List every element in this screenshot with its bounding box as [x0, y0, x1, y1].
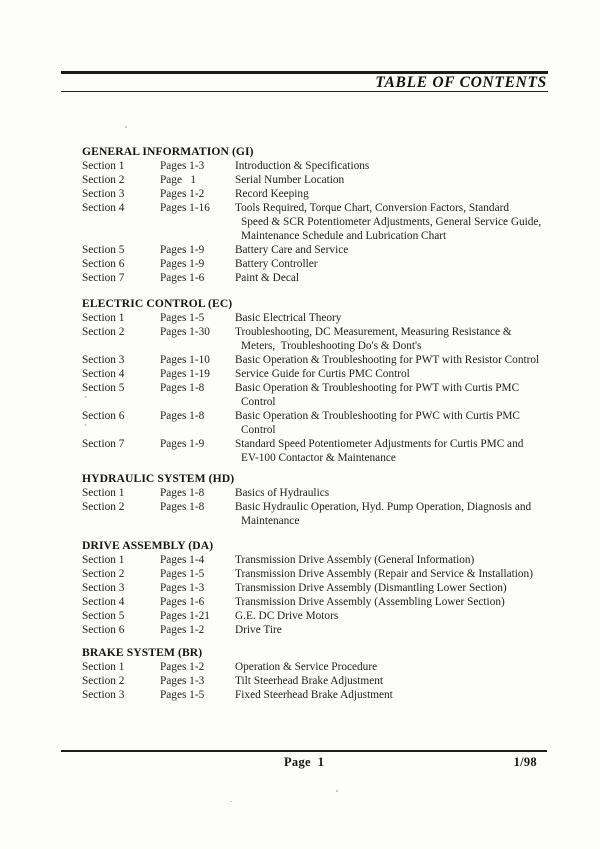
- toc-section-label: Section 2: [82, 174, 125, 186]
- toc-row: [82, 367, 552, 381]
- toc-section-label: Section 5: [82, 244, 125, 256]
- toc-group: [82, 539, 552, 637]
- toc-pages-label: Pages 1-5: [160, 312, 205, 324]
- toc-description: [235, 609, 552, 623]
- toc-description-line: Operation & Service Procedure: [235, 661, 378, 673]
- toc-section-label: Section 2: [82, 568, 125, 580]
- toc-description-line: Control: [241, 424, 276, 436]
- toc-section-label: Section 1: [82, 661, 125, 673]
- toc-group: [82, 297, 552, 465]
- toc-description-line: Service Guide for Curtis PMC Control: [235, 368, 410, 380]
- toc-section-label: Section 3: [82, 188, 125, 200]
- toc-description: [235, 623, 552, 637]
- toc-description: [235, 201, 552, 243]
- toc-pages-label: Pages 1-6: [160, 596, 205, 608]
- toc-description-line: Speed & SCR Potentiometer Adjustments, General Service Guide,: [241, 216, 542, 228]
- toc-section-label: Section 7: [82, 438, 125, 450]
- toc-row: [82, 581, 552, 595]
- toc-description-line: Transmission Drive Assembly (Dismantling Lower Section): [235, 582, 507, 594]
- toc-group: [82, 145, 552, 285]
- toc-group-heading: HYDRAULIC SYSTEM (HD): [82, 472, 235, 485]
- toc-description-line: Maintenance: [241, 515, 300, 527]
- page-header: [61, 71, 548, 92]
- toc-description: [235, 688, 552, 702]
- toc-description: [235, 353, 552, 367]
- toc-row: [82, 381, 552, 409]
- toc-row: [82, 201, 552, 243]
- toc-pages-label: Pages 1-8: [160, 487, 205, 499]
- toc-row: [82, 409, 552, 437]
- toc-row: [82, 486, 552, 500]
- toc-pages-label: Pages 1-5: [160, 689, 205, 701]
- toc-description-line: EV-100 Contactor & Maintenance: [241, 452, 396, 464]
- toc-pages-label: Pages 1-30: [160, 326, 210, 338]
- toc-section-label: Section 2: [82, 675, 125, 687]
- toc-content: [82, 145, 552, 714]
- toc-row: [82, 271, 552, 285]
- toc-pages-label: Pages 1-9: [160, 438, 205, 450]
- toc-section-label: Section 2: [82, 326, 125, 338]
- toc-description-line: Transmission Drive Assembly (General Information): [235, 554, 475, 566]
- toc-section-label: Section 2: [82, 501, 125, 513]
- toc-group: [82, 646, 552, 702]
- toc-description-line: Transmission Drive Assembly (Repair and Service & Installation): [235, 568, 533, 580]
- toc-description: [235, 595, 552, 609]
- toc-description-line: Meters, Troubleshooting Do's & Dont's: [241, 340, 422, 352]
- toc-description: [235, 553, 552, 567]
- toc-section-label: Section 3: [82, 582, 125, 594]
- toc-row: [82, 567, 552, 581]
- toc-row: [82, 674, 552, 688]
- toc-description-line: Basic Hydraulic Operation, Hyd. Pump Operation, Diagnosis and: [235, 501, 532, 513]
- toc-section-label: Section 1: [82, 160, 125, 172]
- toc-description: [235, 567, 552, 581]
- toc-description: [235, 437, 552, 465]
- toc-row: [82, 688, 552, 702]
- toc-section-label: Section 6: [82, 624, 125, 636]
- footer-page-number: Page 1: [284, 754, 325, 769]
- toc-description-line: Standard Speed Potentiometer Adjustments for Curtis PMC and: [235, 438, 524, 450]
- toc-row: [82, 243, 552, 257]
- toc-section-label: Section 4: [82, 368, 125, 380]
- toc-description-line: Battery Care and Service: [235, 244, 349, 256]
- toc-description: [235, 173, 552, 187]
- toc-description-line: Serial Number Location: [235, 174, 345, 186]
- toc-pages-label: Pages 1-2: [160, 188, 205, 200]
- toc-pages-label: Pages 1-9: [160, 244, 205, 256]
- toc-row: [82, 609, 552, 623]
- toc-row: [82, 500, 552, 528]
- toc-group: [82, 472, 552, 528]
- toc-row: [82, 553, 552, 567]
- toc-section-label: Section 7: [82, 272, 125, 284]
- toc-pages-label: Pages 1-19: [160, 368, 210, 380]
- toc-description-line: Basic Operation & Troubleshooting for PWT with Curtis PMC: [235, 382, 520, 394]
- toc-row: [82, 159, 552, 173]
- toc-pages-label: Pages 1-8: [160, 410, 205, 422]
- toc-section-label: Section 3: [82, 689, 125, 701]
- toc-section-label: Section 1: [82, 554, 125, 566]
- toc-section-label: Section 6: [82, 258, 125, 270]
- toc-description: [235, 311, 552, 325]
- toc-pages-label: Pages 1-6: [160, 272, 205, 284]
- toc-section-label: Section 4: [82, 596, 125, 608]
- page-footer: [61, 750, 547, 773]
- toc-description-line: Troubleshooting, DC Measurement, Measuring Resistance &: [235, 326, 512, 338]
- toc-description: [235, 243, 552, 257]
- toc-description: [235, 500, 552, 528]
- toc-pages-label: Pages 1-2: [160, 661, 205, 673]
- toc-description: [235, 486, 552, 500]
- toc-description-line: Introduction & Specifications: [235, 160, 370, 172]
- footer-row: [61, 755, 547, 773]
- toc-description-line: Basic Electrical Theory: [235, 312, 342, 324]
- toc-row: [82, 187, 552, 201]
- scan-speck: [230, 801, 232, 802]
- toc-section-label: Section 1: [82, 312, 125, 324]
- toc-description: [235, 409, 552, 437]
- toc-description-line: Fixed Steerhead Brake Adjustment: [235, 689, 393, 701]
- toc-pages-label: Pages 1-4: [160, 554, 205, 566]
- toc-description: [235, 381, 552, 409]
- toc-pages-label: Pages 1-8: [160, 382, 205, 394]
- toc-description: [235, 257, 552, 271]
- toc-description-line: Maintenance Schedule and Lubrication Chart: [241, 230, 447, 242]
- scan-speck: [336, 790, 338, 792]
- toc-row: [82, 595, 552, 609]
- toc-pages-label: Pages 1-3: [160, 160, 205, 172]
- toc-description-line: Tilt Steerhead Brake Adjustment: [235, 675, 383, 687]
- toc-description-line: Battery Controller: [235, 258, 318, 270]
- toc-description-line: Drive Tire: [235, 624, 282, 636]
- toc-description: [235, 187, 552, 201]
- toc-pages-label: Pages 1-9: [160, 258, 205, 270]
- toc-section-label: Section 4: [82, 202, 125, 214]
- toc-row: [82, 623, 552, 637]
- toc-description-line: Record Keeping: [235, 188, 309, 200]
- toc-group-heading: DRIVE ASSEMBLY (DA): [82, 539, 214, 552]
- toc-pages-label: Pages 1-2: [160, 624, 205, 636]
- toc-description-line: Basic Operation & Troubleshooting for PWC with Curtis PMC: [235, 410, 520, 422]
- toc-description: [235, 674, 552, 688]
- toc-description-line: Basics of Hydraulics: [235, 487, 330, 499]
- toc-description: [235, 271, 552, 285]
- toc-row: [82, 311, 552, 325]
- toc-section-label: Section 6 `: [82, 410, 125, 435]
- toc-description-line: Tools Required, Torque Chart, Conversion Factors, Standard: [235, 202, 509, 214]
- toc-pages-label: Pages 1-10: [160, 354, 210, 366]
- header-rule-bottom: [61, 91, 548, 93]
- toc-section-label: Section 5: [82, 610, 125, 622]
- toc-section-label: Section 1: [82, 487, 125, 499]
- toc-pages-label: Pages 1-8: [160, 501, 205, 513]
- toc-group-heading: BRAKE SYSTEM (BR): [82, 646, 203, 659]
- footer-rule: [61, 750, 547, 752]
- toc-description: [235, 367, 552, 381]
- toc-description: [235, 581, 552, 595]
- toc-group-heading: GENERAL INFORMATION (GI): [82, 145, 254, 158]
- toc-description-line: G.E. DC Drive Motors: [235, 610, 339, 622]
- toc-description-line: Paint & Decal: [235, 272, 299, 284]
- toc-pages-label: Pages 1-5: [160, 568, 205, 580]
- toc-section-label: Section 3: [82, 354, 125, 366]
- toc-pages-label: Pages 1-16: [160, 202, 210, 214]
- toc-row: [82, 437, 552, 465]
- toc-row: [82, 257, 552, 271]
- scan-speck: [125, 126, 127, 128]
- footer-issue-date: 1/98: [513, 754, 537, 769]
- toc-row: [82, 173, 552, 187]
- toc-section-label: Section 5 `: [82, 382, 125, 407]
- toc-pages-label: Page 1: [160, 174, 197, 186]
- page-title: TABLE OF CONTENTS: [375, 73, 547, 91]
- toc-description-line: Transmission Drive Assembly (Assembling Lower Section): [235, 596, 505, 608]
- toc-row: [82, 353, 552, 367]
- toc-description: [235, 325, 552, 353]
- toc-pages-label: Pages 1-3: [160, 582, 205, 594]
- toc-pages-label: Pages 1-3: [160, 675, 205, 687]
- toc-pages-label: Pages 1-21: [160, 610, 210, 622]
- toc-description-line: Basic Operation & Troubleshooting for PWT with Resistor Control: [235, 354, 540, 366]
- toc-description-line: Control: [241, 396, 276, 408]
- toc-row: [82, 660, 552, 674]
- toc-group-heading: ELECTRIC CONTROL (EC): [82, 297, 233, 310]
- toc-row: [82, 325, 552, 353]
- toc-description: [235, 660, 552, 674]
- toc-description: [235, 159, 552, 173]
